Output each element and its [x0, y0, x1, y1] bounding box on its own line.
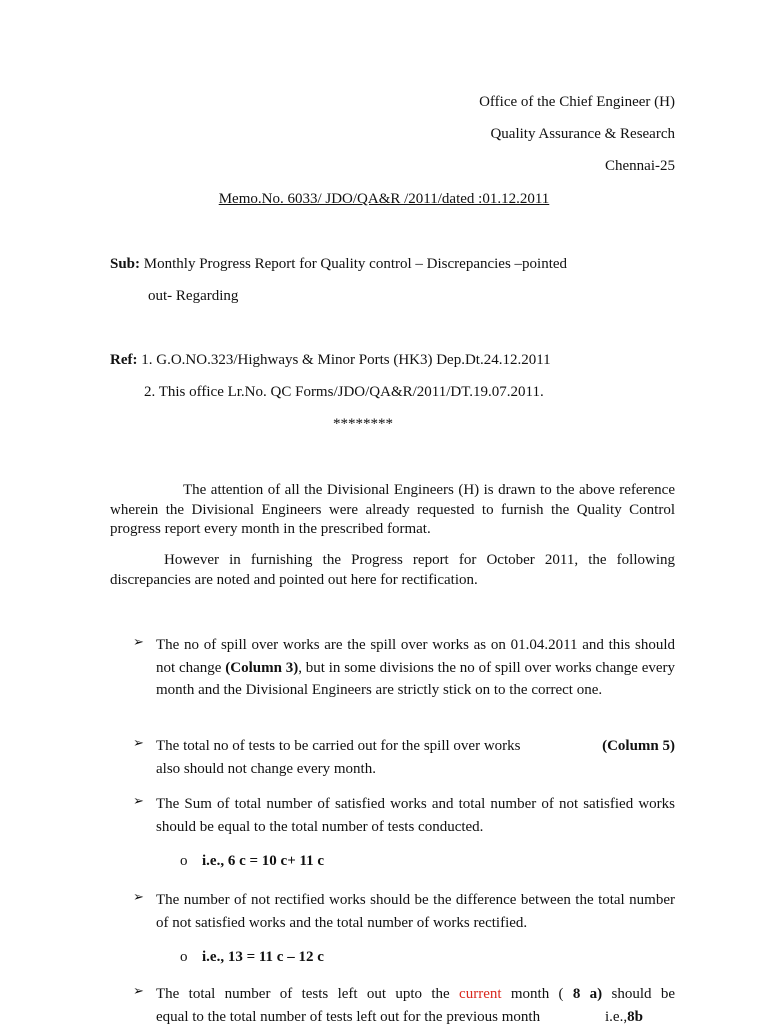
arrow-bullet-icon: ➢	[133, 793, 144, 808]
office-location: Chennai-25	[605, 158, 675, 174]
reference-item-1: 1. G.O.NO.323/Highways & Minor Ports (HK3) Dep.Dt.24.12.2011	[141, 352, 551, 368]
list-item-text: The Sum of total number of satisfied works and total number of not satisfied works should be equal to the total number of tests conducted.	[156, 796, 675, 835]
text-segment: The total number of tests left out upto the	[156, 986, 460, 1002]
column-ref: (Column 5)	[602, 738, 675, 754]
formula-text: i.e., 6 c = 10 c+ 11 c	[202, 853, 325, 869]
separator-stars: ********	[333, 416, 393, 432]
column-ref: (Column 3)	[225, 659, 299, 676]
paragraph-discrepancies: However in furnishing the Progress report for October 2011, the following discrepancies are noted and pointed out here for rectification.	[110, 552, 675, 588]
formula-item	[180, 853, 324, 870]
list-item-text	[156, 983, 675, 1028]
reference-label: Ref:	[110, 352, 138, 368]
text-segment: The no of spill over works are the spill over works as on 01.04.2011 and this should not change	[156, 637, 675, 676]
formula-text: i.e., 13 = 11 c – 12 c	[202, 949, 324, 965]
text-segment: i.e.,	[605, 1008, 628, 1025]
text-segment: The total no of tests to be carried out for the spill over works	[156, 738, 521, 754]
text-segment: also should not change every month.	[156, 760, 376, 777]
text-segment: , but in some divisions the no of spill over works change every month and the Divisional Engineers are strictly stick on to the correct one.	[156, 659, 676, 698]
column-ref: 8 a)	[572, 986, 603, 1002]
paragraph-intro: The attention of all the Divisional Engineers (H) is drawn to the above reference wherein the Divisional Engineers were already requested to furnish the Quality Control progress report every month in the prescribed format.	[110, 482, 675, 537]
department-name: Quality Assurance & Research	[490, 126, 675, 142]
memo-number: Memo.No. 6033/ JDO/QA&R /2011/dated :01.12.2011	[218, 191, 550, 207]
arrow-bullet-icon: ➢	[133, 634, 144, 649]
subject-continuation: out- Regarding	[148, 288, 239, 304]
subject-text: Monthly Progress Report for Quality control – Discrepancies –pointed	[143, 256, 568, 272]
arrow-bullet-icon: ➢	[133, 735, 144, 750]
list-item-text: The number of not rectified works should be the difference between the total number of not satisfied works and the total number of works rectified.	[156, 892, 675, 931]
text-segment: month (	[501, 986, 573, 1002]
subject-label: Sub:	[110, 256, 141, 272]
subject-line	[110, 256, 567, 273]
list-item-text	[156, 735, 675, 780]
formula-item	[180, 949, 324, 966]
text-segment: equal to the total number of tests left out for the previous month	[156, 1008, 541, 1025]
list-item-text	[156, 634, 675, 702]
office-name: Office of the Chief Engineer (H)	[479, 94, 675, 110]
highlighted-word: current	[459, 986, 502, 1002]
column-ref: 8b	[627, 1008, 643, 1025]
arrow-bullet-icon: ➢	[133, 983, 144, 998]
arrow-bullet-icon: ➢	[133, 889, 144, 904]
text-segment: should be	[602, 986, 675, 1002]
circle-bullet-icon: o	[180, 949, 188, 965]
reference-item-2: 2. This office Lr.No. QC Forms/JDO/QA&R/2011/DT.19.07.2011.	[144, 384, 544, 400]
circle-bullet-icon: o	[180, 853, 188, 869]
reference-line-1	[110, 352, 551, 369]
